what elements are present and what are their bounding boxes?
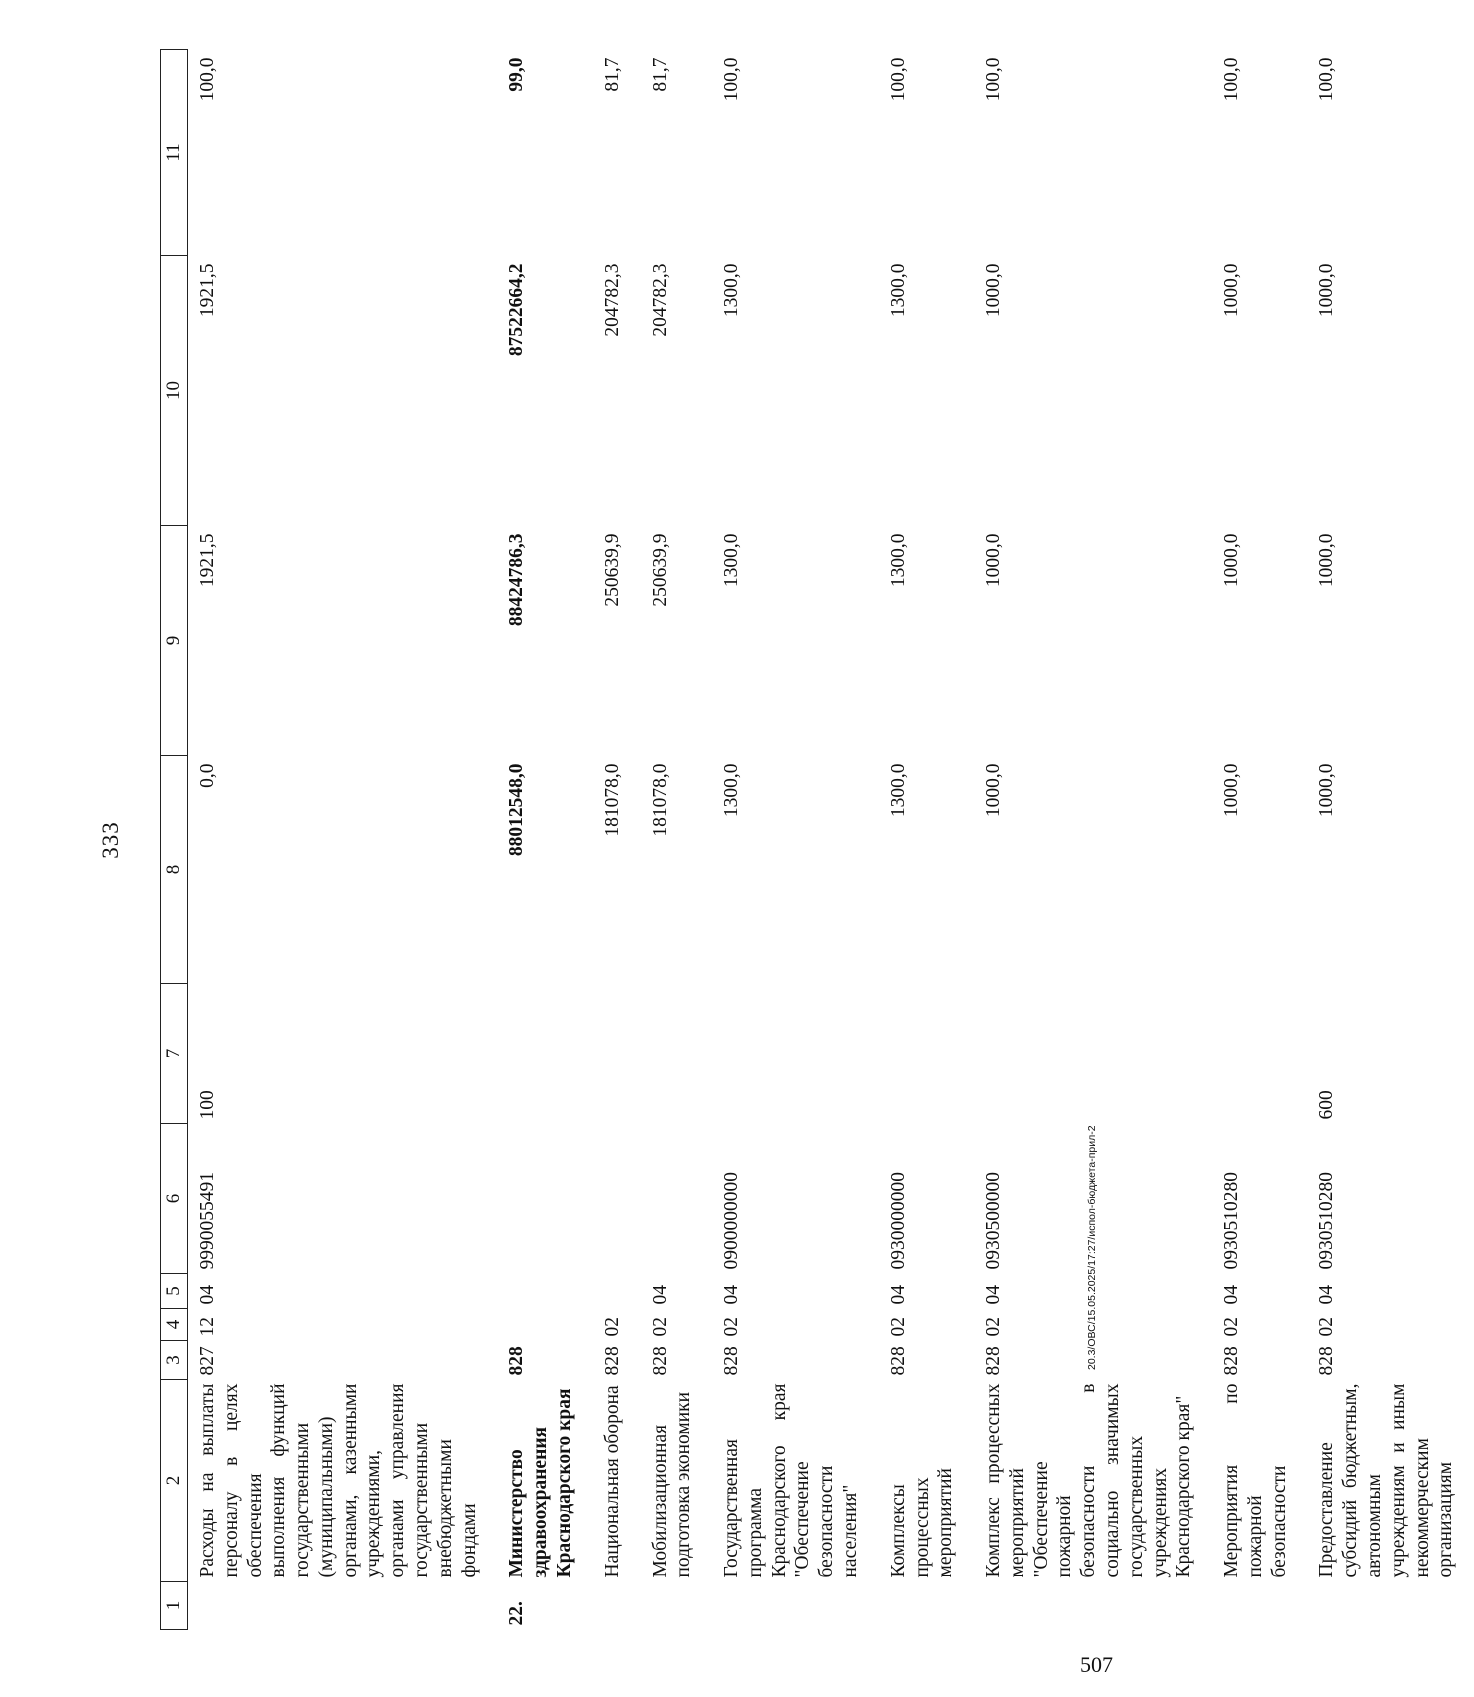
cell-c9: 250639,9 (649, 533, 671, 607)
cell-c2: Государственная программа Краснодарского края "Обеспечение безопасности населения" (721, 1383, 861, 1578)
cell-c9: 1300,0 (887, 533, 909, 588)
cell-c1: 22. (506, 1601, 528, 1626)
cell-c11: 100,0 (983, 57, 1005, 102)
cell-c9: 1000,0 (1221, 533, 1243, 588)
cell-c8: 1000,0 (1316, 763, 1338, 818)
cell-c10: 1000,0 (983, 263, 1005, 318)
cell-c5: 04 (721, 1285, 743, 1305)
cell-c3: 828 (1221, 1346, 1243, 1376)
cell-c11: 99,0 (506, 57, 528, 92)
table-row (1212, 50, 1307, 1630)
cell-c7 (974, 984, 1212, 1124)
cell-c11: 100,0 (721, 57, 743, 102)
cell-c6: 0930510280 (1316, 1172, 1338, 1270)
cell-c3: 828 (887, 1346, 909, 1376)
cell-c5 (497, 1274, 592, 1309)
cell-c3: 828 (1316, 1346, 1338, 1376)
header-cell-2: 2 (161, 1380, 188, 1582)
cell-c3: 828 (506, 1346, 528, 1376)
cell-c11: 81,7 (601, 57, 623, 92)
cell-c1 (712, 1582, 879, 1630)
cell-c6 (641, 1124, 713, 1274)
cell-c6: 0930510280 (1221, 1172, 1243, 1270)
rotated-page-content (98, 50, 1457, 1630)
cell-c3: 828 (649, 1346, 671, 1376)
cell-c10: 1300,0 (887, 263, 909, 318)
cell-c6: 0930500000 (983, 1172, 1005, 1270)
cell-c5: 04 (983, 1285, 1005, 1305)
cell-c4: 02 (649, 1317, 671, 1337)
cell-c10: 204782,3 (649, 263, 671, 337)
table-row (188, 50, 498, 1630)
cell-c5: 04 (1316, 1285, 1338, 1305)
cell-c6: 0900000000 (721, 1172, 743, 1270)
cell-c1 (879, 1582, 974, 1630)
sheet-number: 507 (1080, 1652, 1113, 1677)
page-number: 333 (98, 821, 123, 859)
cell-c11: 100,0 (887, 57, 909, 102)
cell-c4: 02 (983, 1317, 1005, 1337)
cell-c8: 1300,0 (887, 763, 909, 818)
cell-c7: 100 (197, 1090, 218, 1120)
cell-c8: 88012548,0 (506, 763, 528, 857)
cell-c2: Мобилизационная подготовка экономики (649, 1391, 695, 1578)
cell-c9: 1300,0 (721, 533, 743, 588)
cell-c7 (1212, 984, 1307, 1124)
cell-c1 (1212, 1582, 1307, 1630)
cell-c4 (497, 1309, 592, 1341)
cell-c5: 04 (649, 1285, 671, 1305)
header-cell-9: 9 (161, 526, 188, 756)
cell-c9: 88424786,3 (506, 533, 528, 627)
cell-c4: 02 (1221, 1317, 1243, 1337)
cell-c3: 828 (601, 1346, 623, 1376)
cell-c7 (593, 984, 641, 1124)
cell-c6 (497, 1124, 592, 1274)
cell-c10: 1000,0 (1221, 263, 1243, 318)
cell-c4: 12 (197, 1317, 218, 1337)
cell-c10: 204782,3 (601, 263, 623, 337)
cell-c9: 1921,5 (197, 533, 218, 588)
cell-c5: 04 (197, 1285, 218, 1305)
cell-c8: 1000,0 (1221, 763, 1243, 818)
header-cell-5: 5 (161, 1274, 188, 1309)
cell-c3: 828 (721, 1346, 743, 1376)
cell-c8: 181078,0 (601, 763, 623, 837)
cell-c1 (641, 1582, 713, 1630)
cell-c3: 827 (197, 1346, 218, 1376)
cell-c2: Комплекс процессных мероприятий "Обеспечение пожарной безопасности в социально значимых государственных учреждениях Краснодарского края" (983, 1383, 1195, 1578)
cell-c4: 02 (1316, 1317, 1338, 1337)
cell-c1 (1307, 1582, 1474, 1630)
cell-c7 (497, 984, 592, 1124)
cell-c9: 250639,9 (601, 533, 623, 607)
table-header (161, 50, 188, 1630)
header-cell-10: 10 (161, 256, 188, 526)
header-cell-8: 8 (161, 756, 188, 984)
header-row (161, 50, 188, 1630)
cell-c2: Расходы на выплаты персоналу в целях обеспечения выполнения функций государственными (муниципальными) органами, казенными учреждениями, органами управления государственными внебюджетными фондами (197, 1383, 480, 1578)
cell-c10: 1000,0 (1316, 263, 1338, 318)
cell-c10: 1300,0 (721, 263, 743, 318)
header-cell-6: 6 (161, 1124, 188, 1274)
cell-c4: 02 (887, 1317, 909, 1337)
budget-table (160, 49, 1474, 1630)
cell-c7 (879, 984, 974, 1124)
cell-c11: 100,0 (1316, 57, 1338, 102)
cell-c2: Мероприятия по пожарной безопасности (1221, 1383, 1290, 1578)
cell-c7 (641, 984, 713, 1124)
cell-c9: 1000,0 (1316, 533, 1338, 588)
cell-c5: 04 (1221, 1285, 1243, 1305)
cell-c6: 9990055491 (197, 1172, 218, 1270)
table-row (1307, 50, 1474, 1630)
header-cell-1: 1 (161, 1582, 188, 1630)
header-cell-7: 7 (161, 984, 188, 1124)
header-cell-4: 4 (161, 1309, 188, 1341)
cell-c8: 181078,0 (649, 763, 671, 837)
cell-c10: 1921,5 (197, 263, 218, 318)
document-code: 20.3/ОВС/15.05.2025/17:27/испол-бюджета-прил-2 (1086, 1125, 1098, 1370)
cell-c2: Министерство здравоохранения Краснодарского края (506, 1388, 575, 1578)
cell-c8: 0,0 (197, 763, 218, 788)
table-row (593, 50, 641, 1630)
table-row (641, 50, 713, 1630)
cell-c8: 1300,0 (721, 763, 743, 818)
table-body (188, 50, 1474, 1630)
cell-c11: 100,0 (1221, 57, 1243, 102)
cell-c3: 828 (983, 1346, 1005, 1376)
cell-c5 (593, 1274, 641, 1309)
cell-c8: 1000,0 (983, 763, 1005, 818)
cell-c5: 04 (887, 1285, 909, 1305)
cell-c4: 02 (721, 1317, 743, 1337)
cell-c1 (188, 1582, 498, 1630)
table-row (974, 50, 1212, 1630)
table-row (497, 50, 592, 1630)
table-row (879, 50, 974, 1630)
cell-c6 (593, 1124, 641, 1274)
header-cell-3: 3 (161, 1341, 188, 1380)
cell-c7: 600 (1316, 1090, 1338, 1120)
cell-c4: 02 (601, 1317, 623, 1337)
cell-c9: 1000,0 (983, 533, 1005, 588)
cell-c7 (712, 984, 879, 1124)
cell-c1 (974, 1582, 1212, 1630)
cell-c2: Предоставление субсидий бюджетным, автономным учреждениям и иным некоммерческим организациям (1316, 1383, 1457, 1578)
cell-c11: 81,7 (649, 57, 671, 92)
header-cell-11: 11 (161, 50, 188, 256)
cell-c2: Комплексы процессных мероприятий (887, 1468, 957, 1578)
cell-c2: Национальная оборона (601, 1385, 623, 1578)
cell-c11: 100,0 (197, 57, 218, 102)
cell-c6: 0930000000 (887, 1172, 909, 1270)
cell-c1 (593, 1582, 641, 1630)
table-row (712, 50, 879, 1630)
cell-c10: 87522664,2 (506, 263, 528, 357)
